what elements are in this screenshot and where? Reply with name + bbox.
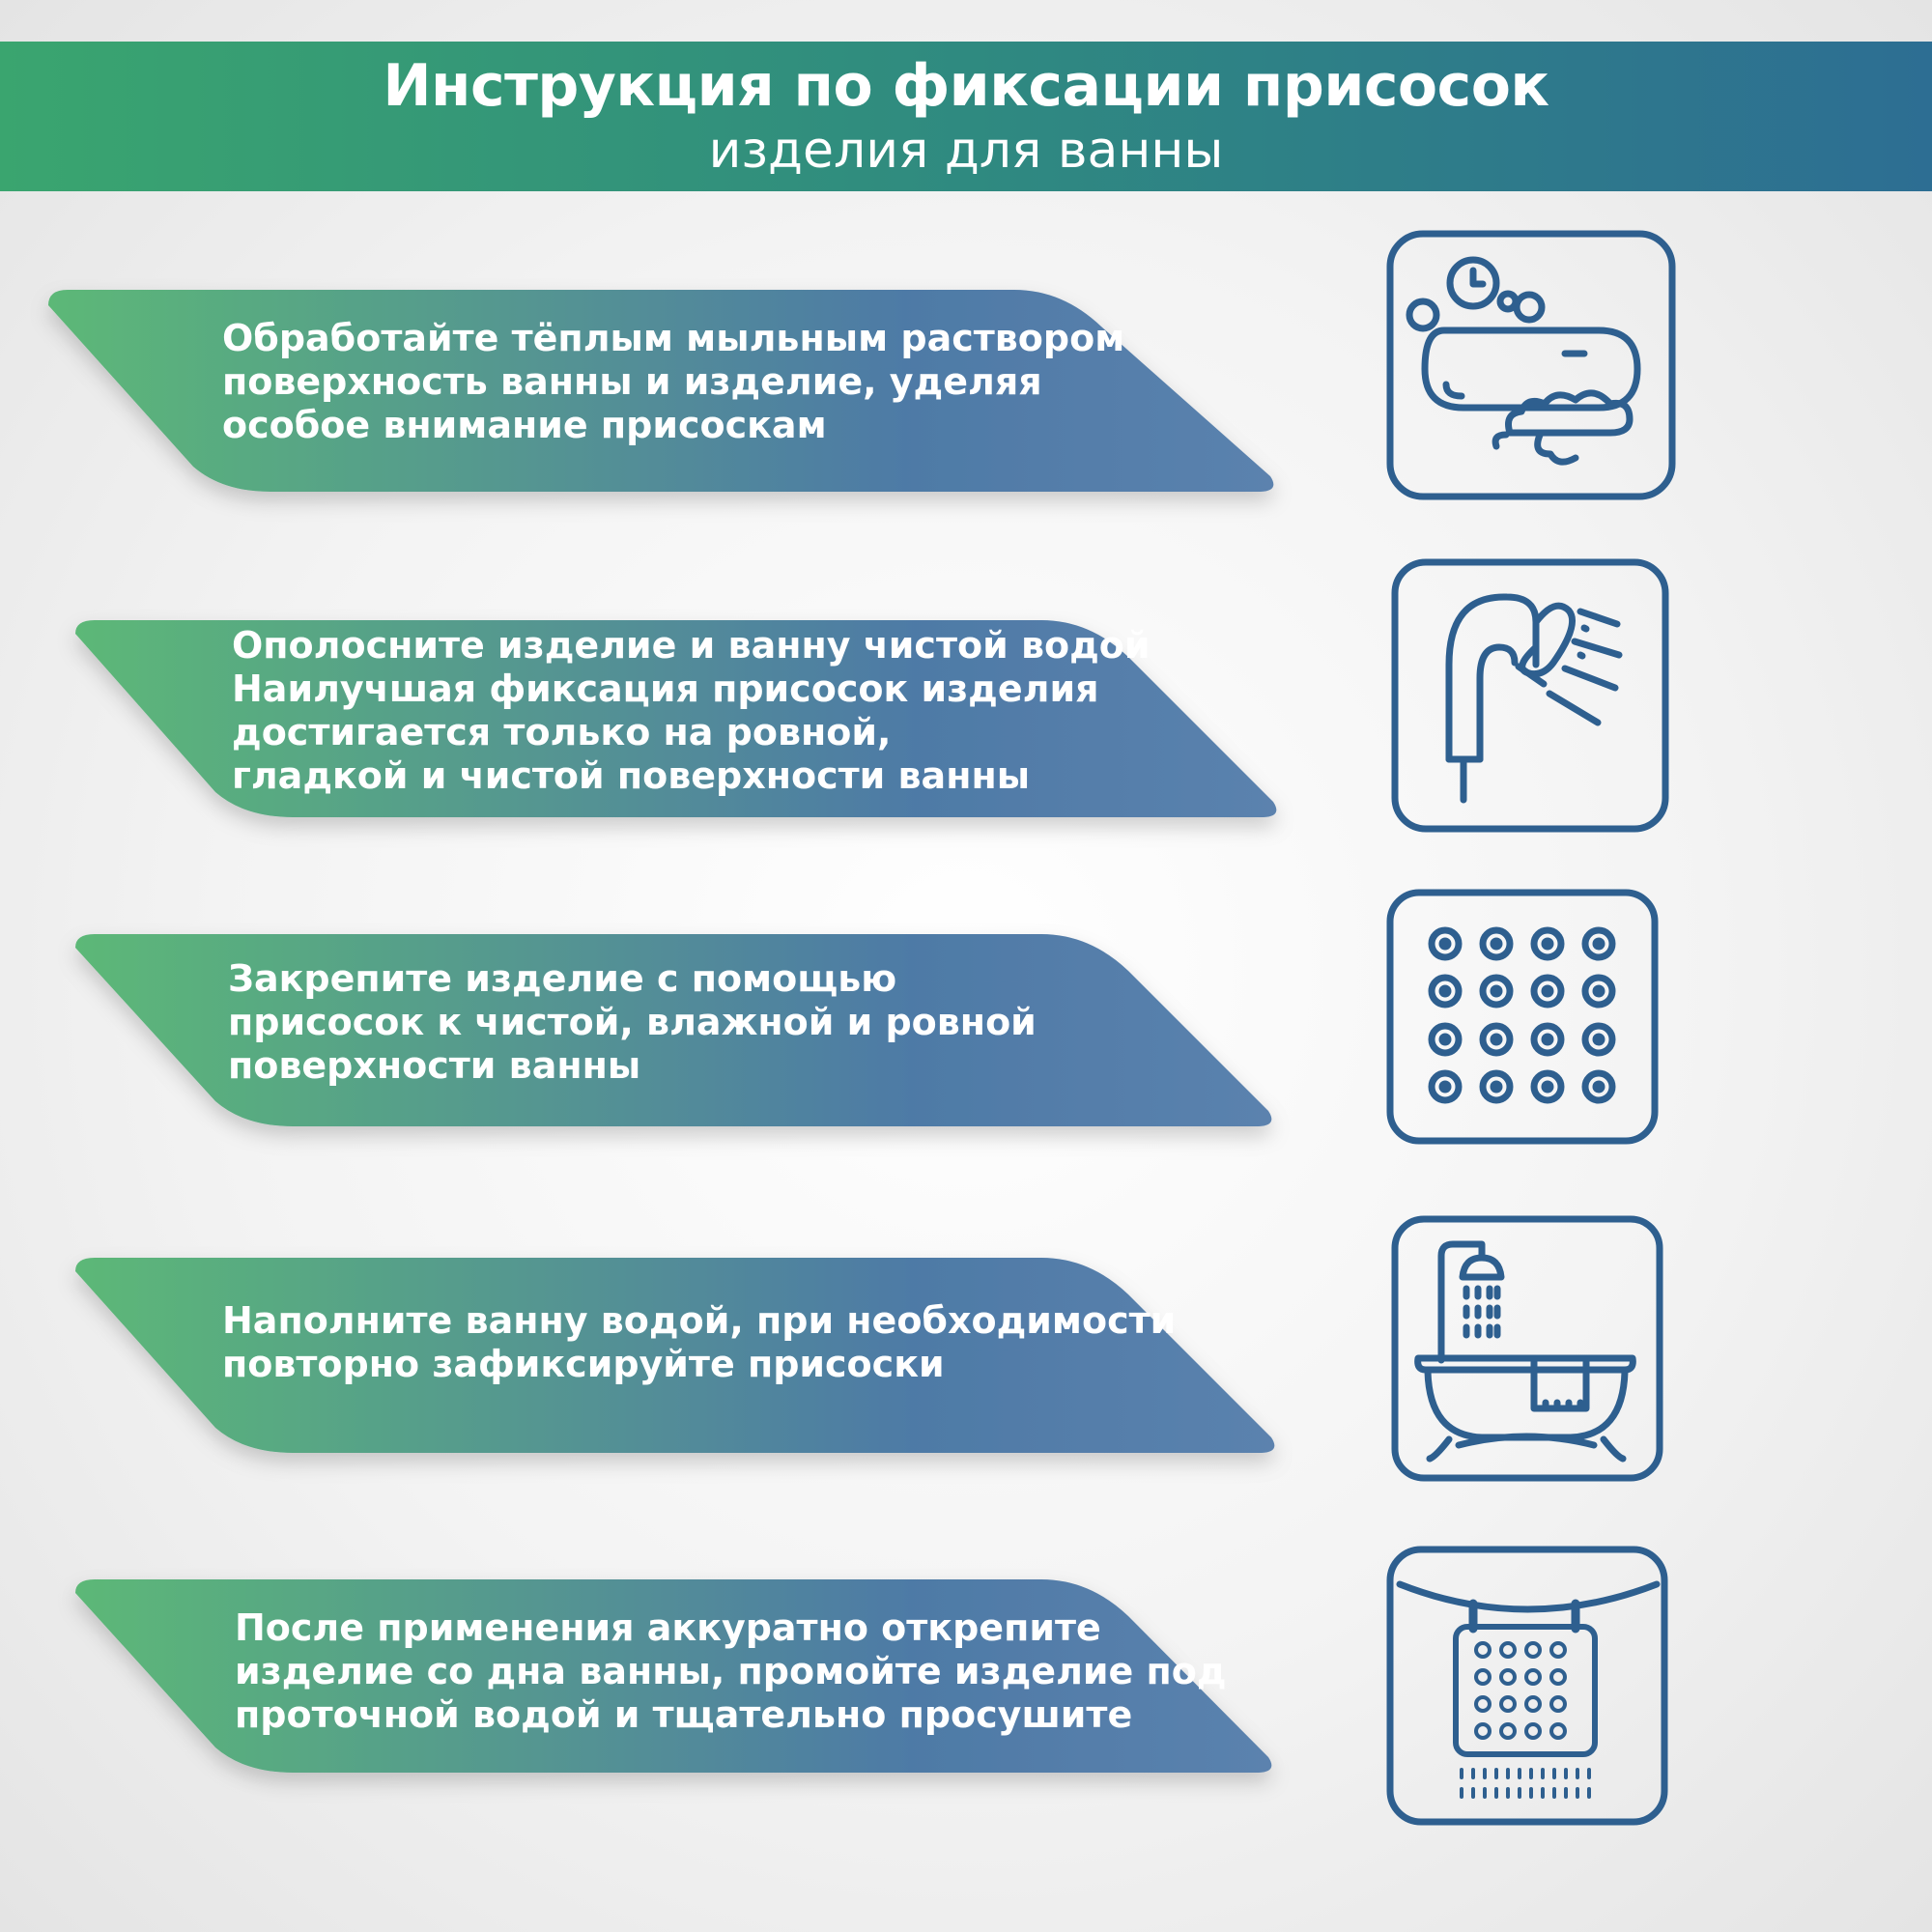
step-5-banner [75,1577,1283,1776]
page-title: Инструкция по фиксации присосок [383,52,1549,120]
step-2-line-1: Ополосните изделие и ванну чистой водой [232,624,1151,667]
drying-mat-icon [1386,1546,1668,1826]
step-5-line-1: После применения аккуратно открепите [235,1606,1101,1649]
step-2-line-2: Наилучшая фиксация присосок изделия [232,668,1099,710]
step-2-banner [75,618,1283,821]
page-subtitle: изделия для ванны [708,122,1224,180]
step-1-line-2: поверхность ванны и изделие, уделяя [222,360,1042,403]
shower-head-icon [1391,558,1669,833]
suction-cups-icon [1386,889,1659,1145]
step-3-line-2: присосок к чистой, влажной и ровной [228,1001,1037,1043]
step-1-banner [48,288,1285,496]
step-5-line-2: изделие со дна ванны, промойте изделие под [235,1650,1227,1692]
header-banner [0,42,1932,191]
step-4-line-2: повторно зафиксируйте присоски [222,1343,945,1385]
step-3-banner [75,932,1283,1130]
bathtub-icon [1391,1215,1663,1482]
step-1-line-1: Обработайте тёплым мыльным раствором [222,317,1125,359]
step-5-line-3: проточной водой и тщательно просушите [235,1693,1133,1736]
step-4-line-1: Наполните ванну водой, при необходимости [222,1299,1177,1342]
step-2-line-3: достигается только на ровной, [232,711,892,753]
step-4-banner [75,1256,1283,1457]
step-1-line-3: особое внимание присоскам [222,404,827,446]
step-3-line-3: поверхности ванны [228,1044,641,1087]
soap-icon [1386,230,1676,500]
step-3-line-1: Закрепите изделие с помощью [228,957,897,1000]
step-2-line-4: гладкой и чистой поверхности ванны [232,754,1031,797]
